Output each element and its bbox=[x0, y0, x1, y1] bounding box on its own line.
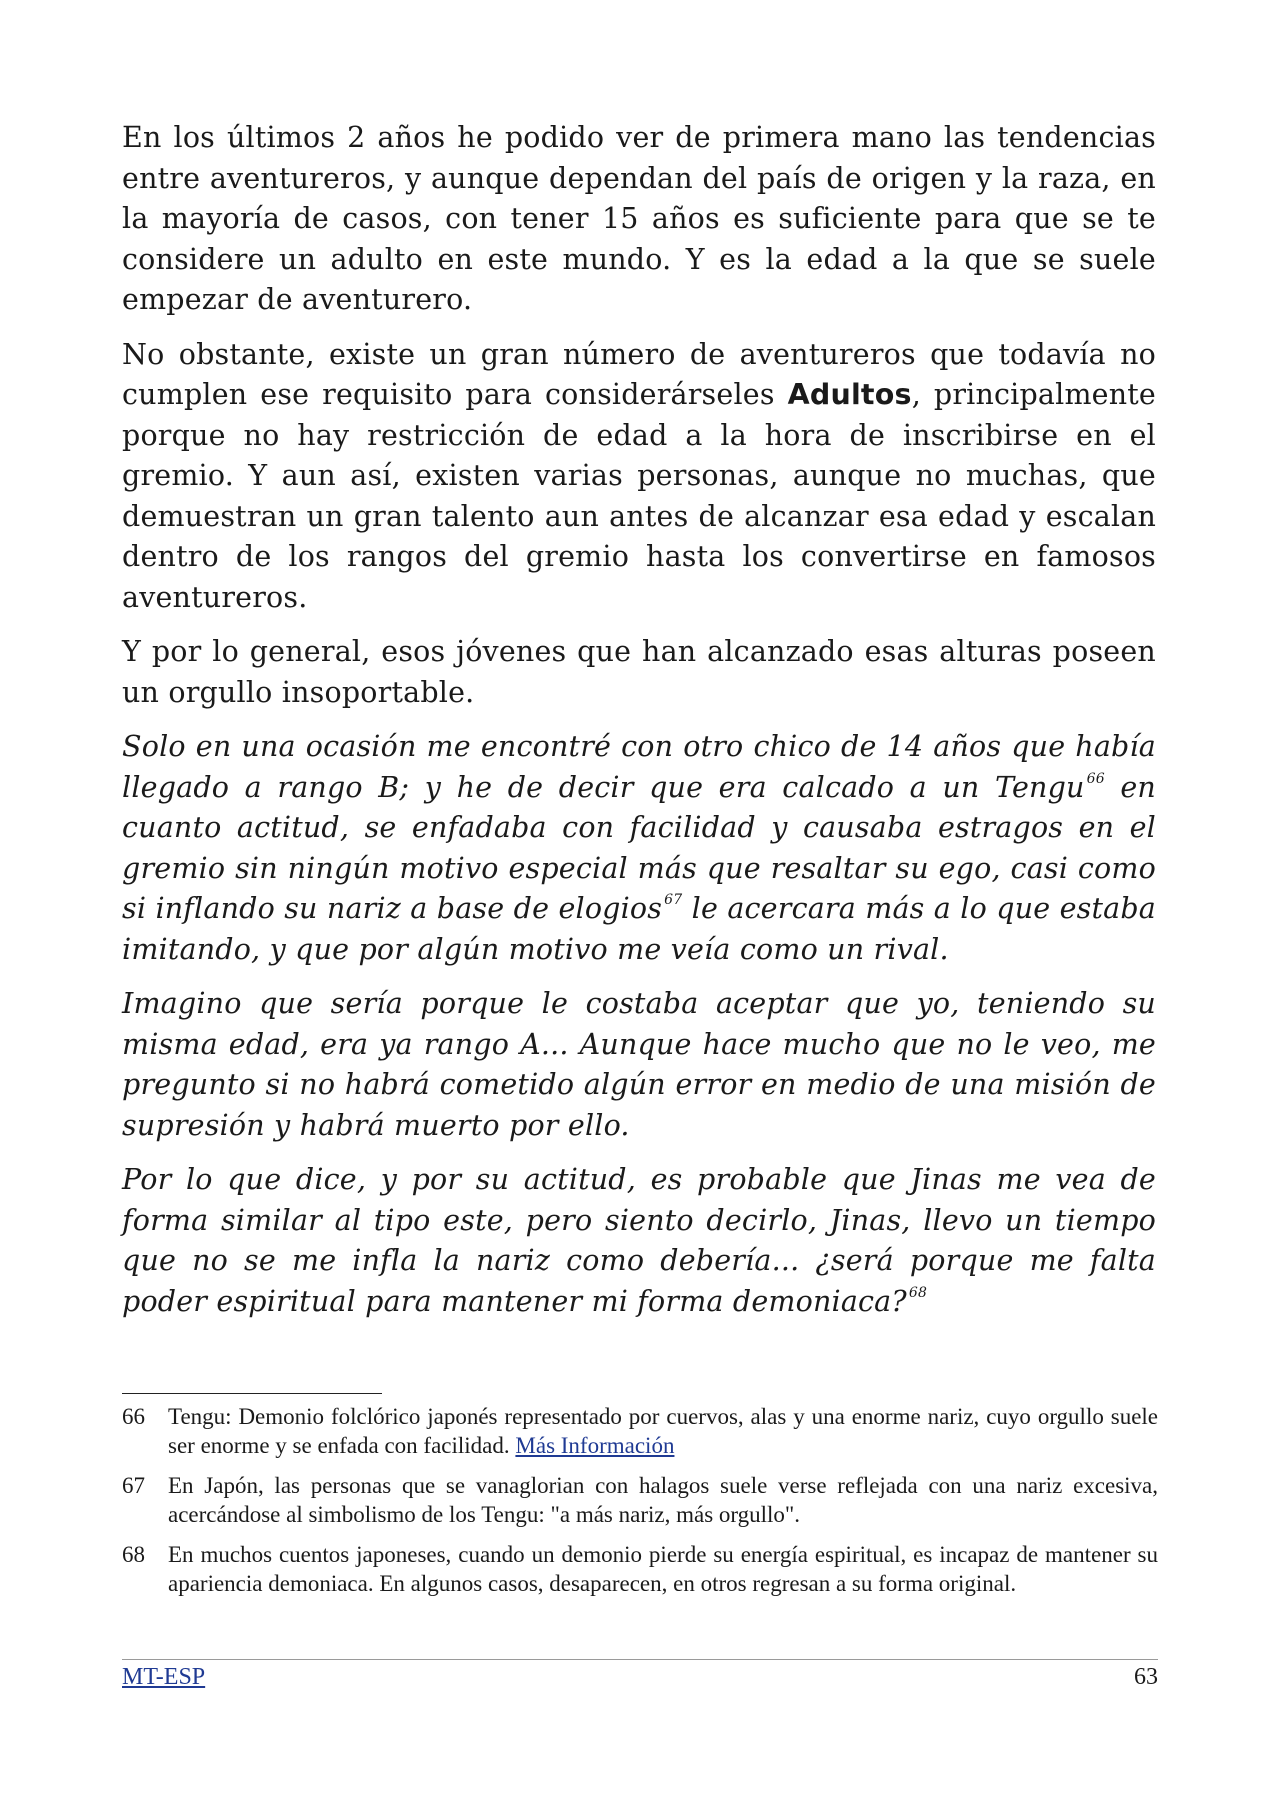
footnote-ref-68[interactable]: 68 bbox=[908, 1284, 928, 1301]
footnote-67 bbox=[122, 1471, 1158, 1529]
footnote-body bbox=[168, 1402, 1158, 1460]
more-info-link[interactable]: Más Información bbox=[515, 1433, 675, 1458]
paragraph-5: Imagino que sería porque le costaba aceptar que yo, teniendo su misma edad, era ya rango A... Aunque hace mucho que no le veo, me pregunto si no habrá cometido algún error en medio de una misión de supresión y habrá muerto por ello. bbox=[122, 987, 1156, 1142]
footnote-number: 68 bbox=[122, 1542, 145, 1567]
paragraph-4 bbox=[122, 727, 1156, 970]
page-number: 63 bbox=[1134, 1664, 1158, 1690]
paragraph-2 bbox=[122, 335, 1156, 619]
footer-separator bbox=[122, 1659, 1158, 1660]
paragraph-4-text-a: Solo en una ocasión me encontré con otro chico de 14 años que había llegado a rango B; y he de decir que era calcado a un Tengu bbox=[122, 730, 1156, 804]
footnote-separator bbox=[122, 1393, 382, 1394]
footnote-number: 67 bbox=[122, 1473, 145, 1498]
footnote-text: En muchos cuentos japoneses, cuando un demonio pierde su energía espiritual, es incapaz de mantener su apariencia demoniaca. En algunos casos, desaparecen, en otros regresan a su forma original. bbox=[168, 1542, 1158, 1596]
footer-link-mt-esp[interactable]: MT-ESP bbox=[122, 1664, 206, 1690]
paragraph-6-text-a: Por lo que dice, y por su actitud, es probable que Jinas me vea de forma similar al tipo este, pero siento decirlo, Jinas, llevo un tiempo que no se me infla la nariz como debería... ¿será porque me falta poder espiritual para mantener mi forma demoniaca? bbox=[122, 1163, 1156, 1318]
paragraph-6 bbox=[122, 1160, 1156, 1322]
footnote-text: En Japón, las personas que se vanaglorian con halagos suele verse reflejada con una nariz excesiva, acercándose al simbolismo de los Tengu: "a más nariz, más orgullo". bbox=[168, 1473, 1158, 1527]
footnote-text: Tengu: Demonio folclórico japonés representado por cuervos, alas y una enorme nariz, cuyo orgullo suele ser enorme y se enfada con facilidad. bbox=[168, 1404, 1158, 1458]
paragraph-2-text-b: , principalmente porque no hay restricción de edad a la hora de inscribirse en el gremio. Y aun así, existen varias personas, aunque no muchas, que demuestran un gran talento aun antes de alcanzar esa edad y escalan dentro de los rangos del gremio hasta los convertirse en famosos aventureros. bbox=[122, 378, 1157, 614]
footnote-ref-67[interactable]: 67 bbox=[664, 892, 683, 908]
paragraph-2-text-a: No obstante, existe un gran número de aventureros que todavía no cumplen ese requisito para considerárseles bbox=[122, 337, 1156, 411]
bold-term-adultos: Adultos bbox=[787, 378, 912, 411]
footnote-66 bbox=[122, 1402, 1158, 1460]
paragraph-4-text-c: le acercara más a lo que estaba imitando, y que por algún motivo me veía como un rival. bbox=[122, 892, 1156, 966]
footnote-68 bbox=[122, 1540, 1158, 1598]
main-text bbox=[122, 118, 1156, 1336]
paragraph-3: Y por lo general, esos jóvenes que han alcanzado esas alturas poseen un orgullo insoportable. bbox=[122, 635, 1156, 709]
paragraph-4-text-b: en cuanto actitud, se enfadaba con facilidad y causaba estragos en el gremio sin ningún motivo especial más que resaltar su ego, casi como si inflando su nariz a base de elogios bbox=[122, 770, 1156, 925]
footnote-ref-66[interactable]: 66 bbox=[1086, 770, 1105, 787]
paragraph-1: En los últimos 2 años he podido ver de primera mano las tendencias entre aventureros, y aunque dependan del país de origen y la raza, en la mayoría de casos, con tener 15 años es suficiente para que se te considere un adulto en este mundo. Y es la edad a la que se suele empezar de aventurero. bbox=[122, 121, 1156, 316]
footnotes bbox=[122, 1402, 1158, 1609]
footnote-number: 66 bbox=[122, 1404, 145, 1429]
